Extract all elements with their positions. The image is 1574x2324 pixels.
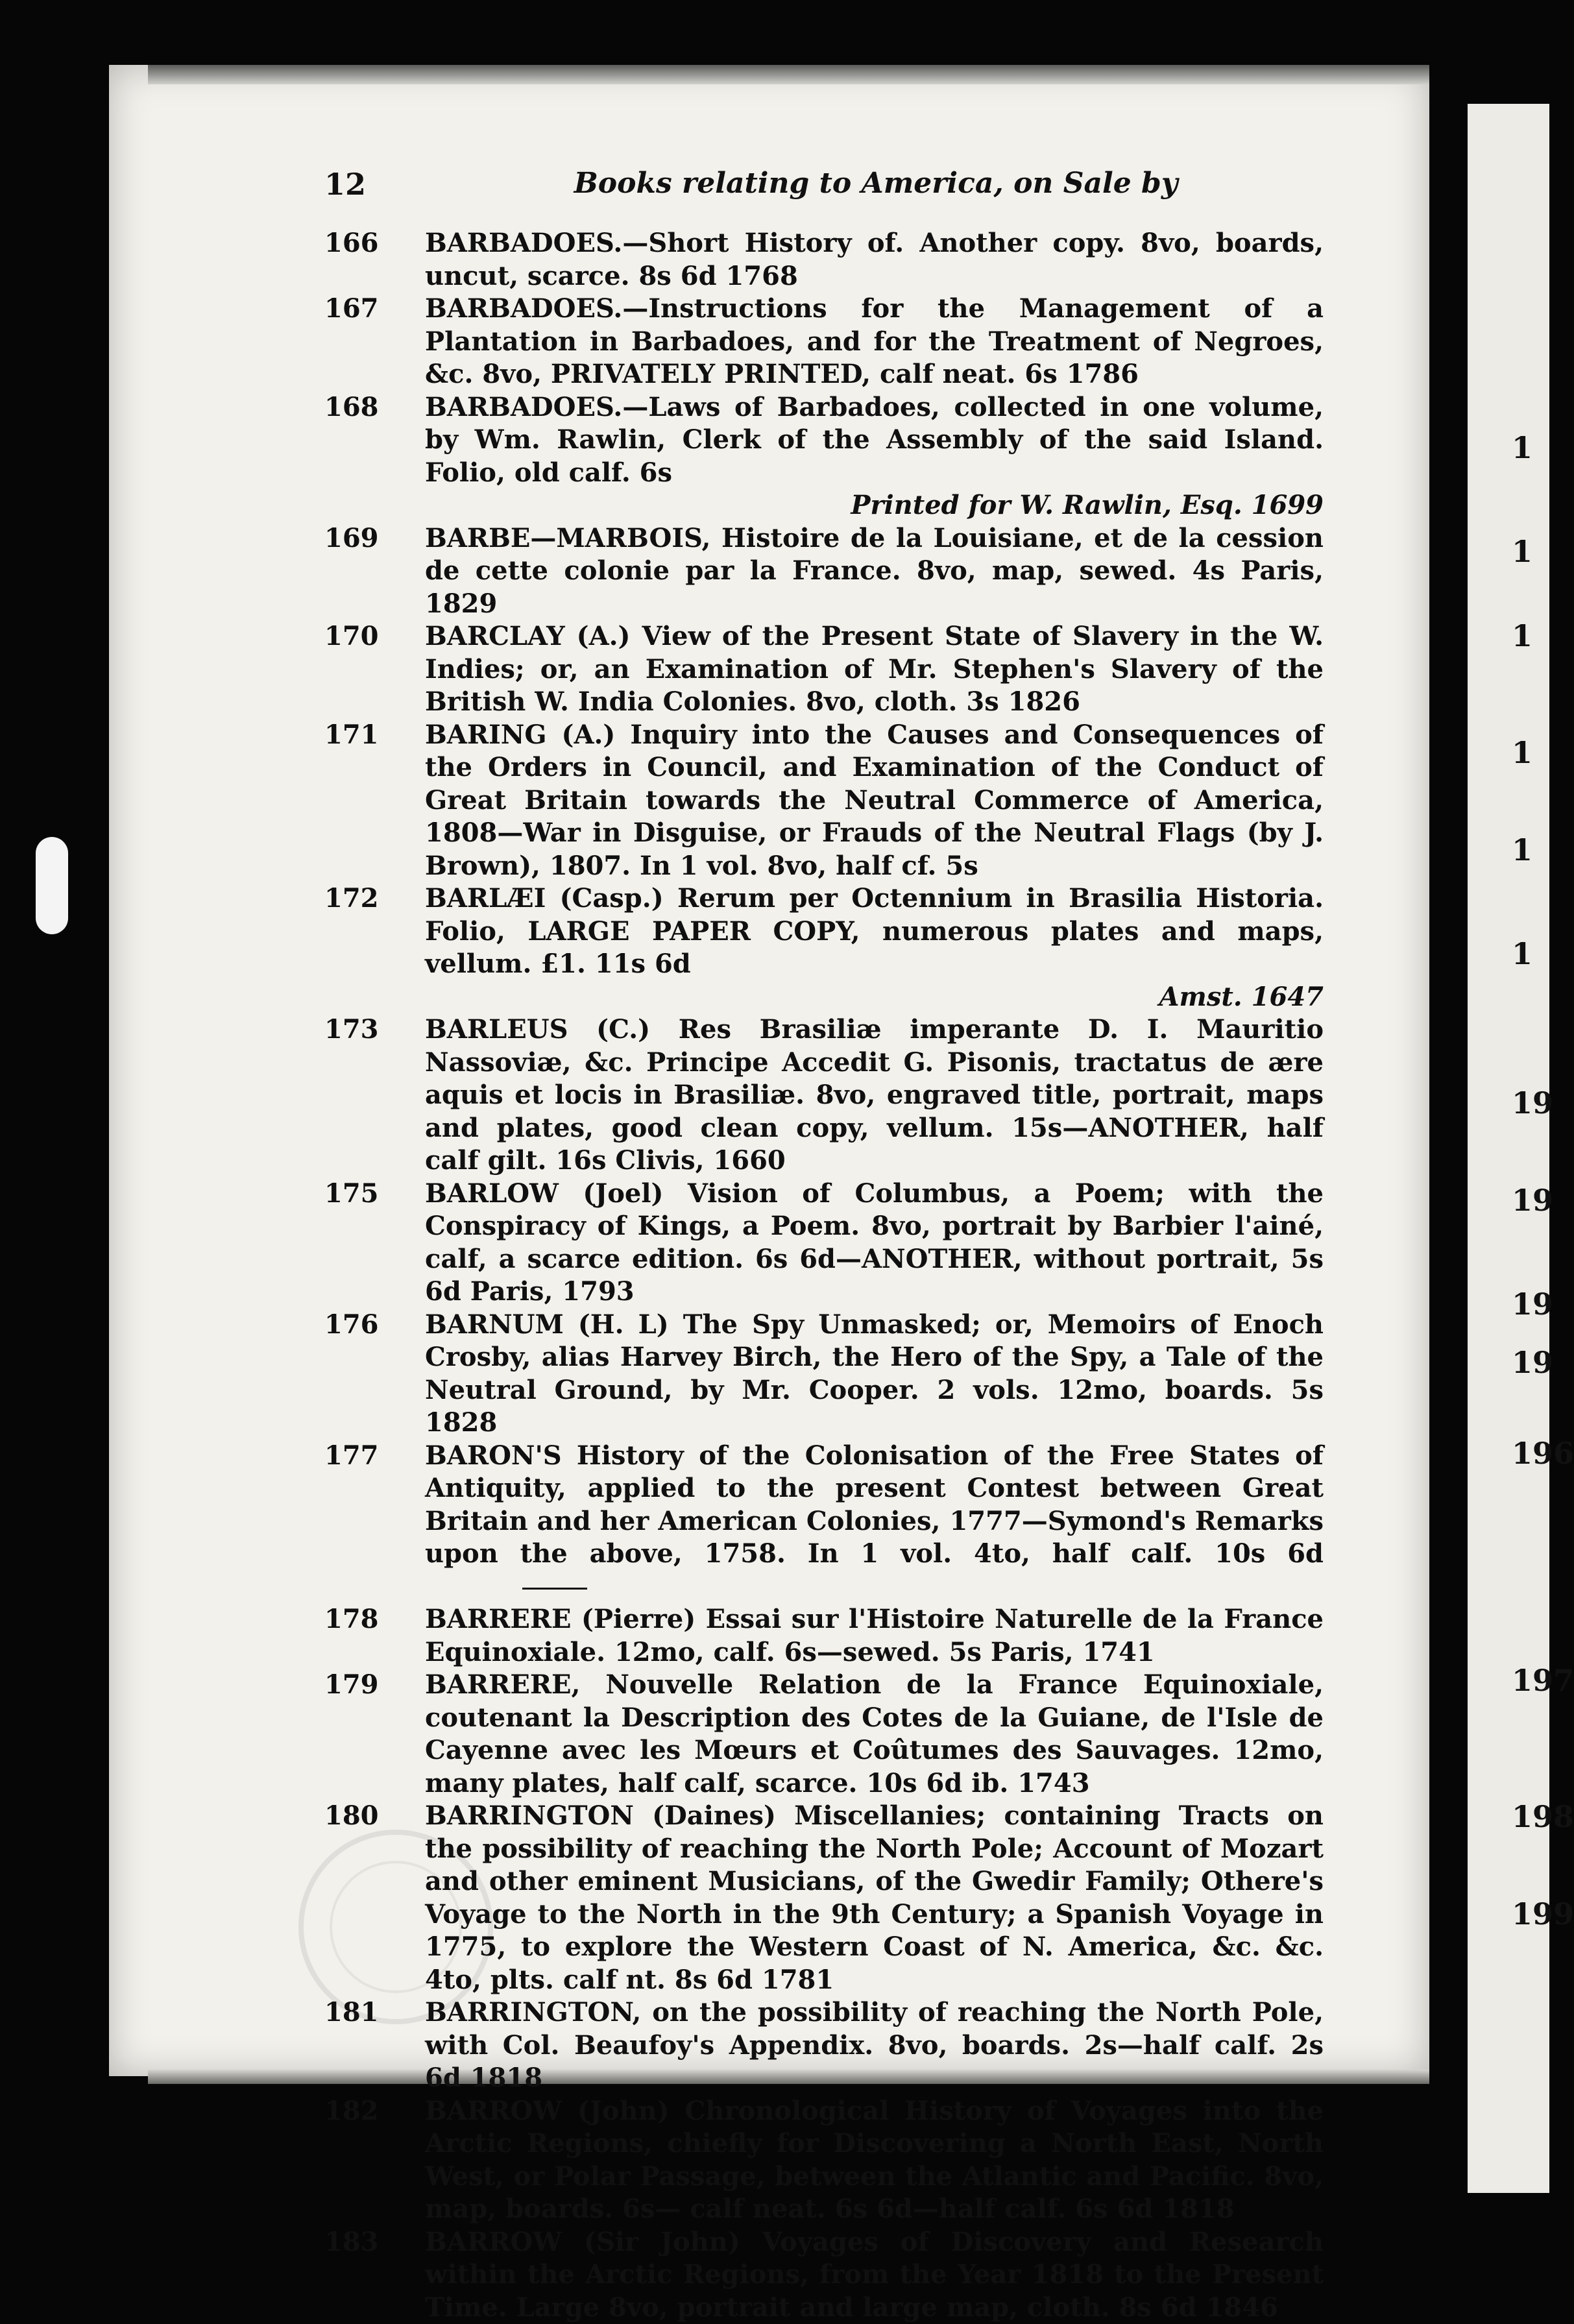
entry-text: BARLEUS (C.) Res Brasiliæ imperante D. I. Mauritio Nassoviæ, &c. Principe Accedit G. Pisonis, tractatus de ære aquis et locis in Brasiliæ. 8vo, engraved title, portrait, maps and plates, good clean copy, vellum. 15s—ANOTHER, half calf gilt. 16s Clivis, 1660 xyxy=(425,1013,1324,1178)
scan-artifact xyxy=(36,837,68,934)
entry-text: BARLÆI (Casp.) Rerum per Octennium in Brasilia Historia. Folio, LARGE PAPER COPY, numerous plates and maps, vellum. £1. 11s 6d xyxy=(425,882,1324,981)
entry-number: 182 xyxy=(324,2095,402,2128)
entry-text: BARBE—MARBOIS, Histoire de la Louisiane, et de la cession de cette colonie par la France. 8vo, map, sewed. 4s Paris, 1829 xyxy=(425,522,1324,621)
entry-text: BARING (A.) Inquiry into the Causes and Consequences of the Orders in Council, and Examination of the Conduct of Great Britain towards the Neutral Commerce of America, 1808—War in Disguise, or Frauds of the Neutral Flags (by J. Brown), 1807. In 1 vol. 8vo, half cf. 5s xyxy=(425,719,1324,883)
catalogue-entry xyxy=(324,1800,1324,1996)
adjacent-page-number: 198 xyxy=(1512,1797,1549,1836)
entry-number: 169 xyxy=(324,522,402,555)
entry-text: BARNUM (H. L) The Spy Unmasked; or, Memoirs of Enoch Crosby, alias Harvey Birch, the Hero of the Spy, a Tale of the Neutral Ground, by Mr. Cooper. 2 vols. 12mo, boards. 5s 1828 xyxy=(425,1309,1324,1440)
catalogue-entry xyxy=(324,293,1324,391)
entry-imprint: Printed for W. Rawlin, Esq. 1699 xyxy=(425,489,1324,522)
catalogue-entry xyxy=(324,227,1324,293)
entry-number: 168 xyxy=(324,391,402,424)
entry-number: 176 xyxy=(324,1309,402,1342)
catalogue-entry xyxy=(324,882,1324,1013)
entry-text: BARBADOES.—Instructions for the Management of a Plantation in Barbadoes, and for the Treatment of Negroes, &c. 8vo, PRIVATELY PRINTED, calf neat. 6s 1786 xyxy=(425,293,1324,391)
adjacent-page-number: 19 xyxy=(1512,1083,1549,1122)
catalogue-entry xyxy=(324,1309,1324,1440)
page-header xyxy=(324,167,1337,212)
catalogue-entry xyxy=(324,1669,1324,1800)
catalogue-entry xyxy=(324,2095,1324,2226)
ditto-rule xyxy=(522,1588,587,1590)
entry-text: BARBADOES.—Laws of Barbadoes, collected in one volume, by Wm. Rawlin, Clerk of the Assembly of the said Island. Folio, old calf. 6s xyxy=(425,391,1324,490)
entry-number: 180 xyxy=(324,1800,402,1833)
entry-number: 171 xyxy=(324,719,402,752)
entry-number: 172 xyxy=(324,882,402,915)
adjacent-page-number: 1 xyxy=(1512,830,1549,869)
entry-text: BARRERE, Nouvelle Relation de la France Equinoxiale, coutenant la Description des Cotes de la Guiane, de l'Isle de Cayenne avec les Mœurs et Coûtumes des Sauvages. 12mo, many plates, half calf, scarce. 10s 6d ib. 1743 xyxy=(425,1669,1324,1800)
adjacent-page-number: 196 xyxy=(1512,1434,1549,1473)
catalogue-entry xyxy=(324,719,1324,883)
entry-number: 167 xyxy=(324,293,402,326)
entry-text: BARRINGTON, on the possibility of reaching the North Pole, with Col. Beaufoy's Appendix. 8vo, boards. 2s—half calf. 2s 6d 1818 xyxy=(425,1996,1324,2095)
catalogue-entry xyxy=(324,391,1324,522)
adjacent-page-number: 1 xyxy=(1512,934,1549,973)
entry-number: 175 xyxy=(324,1178,402,1211)
entry-text: BARRERE (Pierre) Essai sur l'Histoire Naturelle de la France Equinoxiale. 12mo, calf. 6s—sewed. 5s Paris, 1741 xyxy=(425,1603,1324,1669)
adjacent-page-number: 19 xyxy=(1512,1285,1549,1324)
entry-number: 173 xyxy=(324,1013,402,1047)
adjacent-page-number: 1 xyxy=(1512,616,1549,655)
catalogue-entry xyxy=(324,2226,1324,2324)
adjacent-page-edge xyxy=(1468,104,1549,2193)
entry-text: BARBADOES.—Short History of. Another copy. 8vo, boards, uncut, scarce. 8s 6d 1768 xyxy=(425,227,1324,293)
entry-text: BARROW (John) Chronological History of Voyages into the Arctic Regions, chiefly for Discovering a North East, North West, or Polar Passage, between the Atlantic and Pacific. 8vo, map, boards. 6s— calf neat. 6s 6d—half calf. 6s 6d 1818 xyxy=(425,2095,1324,2226)
entry-text xyxy=(425,1440,1324,1604)
entry-number: 178 xyxy=(324,1603,402,1636)
entry-number: 179 xyxy=(324,1669,402,1702)
entry-text: BARRINGTON (Daines) Miscellanies; containing Tracts on the possibility of reaching the North Pole; Account of Mozart and other eminent Musicians, of the Gwedir Family; Othere's Voyage to the North in the 9th Century; a Spanish Voyage in 1775, to explore the Western Coast of N. America, &c. &c. 4to, plts. calf nt. 8s 6d 1781 xyxy=(425,1800,1324,1996)
entry-imprint: Amst. 1647 xyxy=(425,981,1324,1014)
catalogue-entry xyxy=(324,1013,1324,1178)
entry-number: 170 xyxy=(324,620,402,653)
adjacent-page-number: 197 xyxy=(1512,1661,1549,1700)
catalogue-entries xyxy=(324,227,1324,2324)
page-number: 12 xyxy=(324,167,366,202)
entry-text: BARCLAY (A.) View of the Present State of Slavery in the W. Indies; or, an Examination of Mr. Stephen's Slavery of the British W. India Colonies. 8vo, cloth. 3s 1826 xyxy=(425,620,1324,719)
adjacent-page-number: 1 xyxy=(1512,428,1549,467)
page-top-shadow xyxy=(148,65,1429,84)
adjacent-page-number: 199 xyxy=(1512,1894,1549,1933)
entry-text-body: BARON'S History of the Colonisation of the Free States of Antiquity, applied to the present Contest between Great Britain and her American Colonies, 1777—Symond's Remarks upon the above, 1758. In 1 vol. 4to, half calf. 10s 6d xyxy=(425,1440,1324,1569)
catalogue-entry xyxy=(324,1178,1324,1309)
catalogue-entry xyxy=(324,620,1324,719)
entry-number: 181 xyxy=(324,1996,402,2029)
catalogue-entry xyxy=(324,522,1324,621)
entry-number: 177 xyxy=(324,1440,402,1473)
catalogue-entry xyxy=(324,1440,1324,1604)
running-title: Books relating to America, on Sale by xyxy=(532,167,1220,200)
entry-number: 166 xyxy=(324,227,402,260)
entry-text: BARROW (Sir John) Voyages of Discovery and Research within the Arctic Regions, from the Year 1818 to the Present Time. Large 8vo, portrait and large map, cloth. 8s 6d 1846 xyxy=(425,2226,1324,2324)
adjacent-page-number: 19 xyxy=(1512,1181,1549,1220)
adjacent-page-number: 1 xyxy=(1512,532,1549,571)
adjacent-page-number: 19 xyxy=(1512,1343,1549,1382)
entry-number: 183 xyxy=(324,2226,402,2259)
entry-text: BARLOW (Joel) Vision of Columbus, a Poem; with the Conspiracy of Kings, a Poem. 8vo, portrait by Barbier l'ainé, calf, a scarce edition. 6s 6d—ANOTHER, without portrait, 5s 6d Paris, 1793 xyxy=(425,1178,1324,1309)
catalogue-entry xyxy=(324,1996,1324,2095)
catalogue-entry xyxy=(324,1603,1324,1669)
adjacent-page-number: 1 xyxy=(1512,733,1549,772)
